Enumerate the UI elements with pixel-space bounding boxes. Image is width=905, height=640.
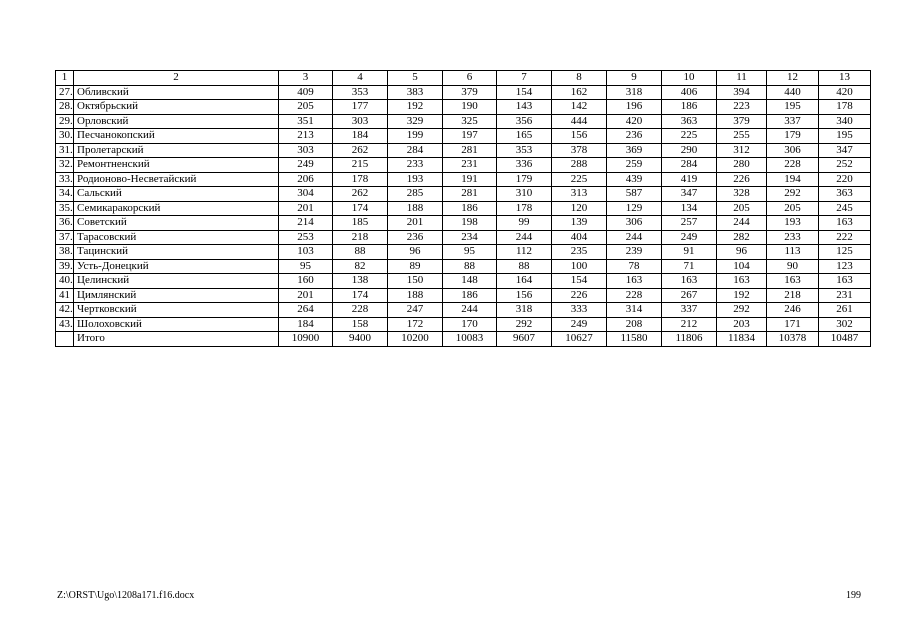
district-name-cell: Целинский	[74, 274, 279, 289]
value-cell: 3	[279, 71, 333, 86]
value-cell: 99	[497, 216, 552, 231]
value-cell: 199	[388, 129, 443, 144]
value-cell: 222	[819, 230, 871, 245]
row-number-cell: 1	[56, 71, 74, 86]
value-cell: 197	[443, 129, 497, 144]
value-cell: 165	[497, 129, 552, 144]
value-cell: 264	[279, 303, 333, 318]
value-cell: 88	[443, 259, 497, 274]
value-cell: 444	[552, 114, 607, 129]
value-cell: 262	[333, 187, 388, 202]
value-cell: 174	[333, 288, 388, 303]
value-cell: 148	[443, 274, 497, 289]
value-cell: 88	[333, 245, 388, 260]
value-cell: 235	[552, 245, 607, 260]
value-cell: 302	[819, 317, 871, 332]
value-cell: 193	[388, 172, 443, 187]
value-cell: 383	[388, 85, 443, 100]
value-cell: 95	[443, 245, 497, 260]
value-cell: 139	[552, 216, 607, 231]
value-cell: 225	[552, 172, 607, 187]
value-cell: 228	[333, 303, 388, 318]
table-row	[56, 158, 871, 173]
value-cell: 252	[819, 158, 871, 173]
value-cell: 303	[279, 143, 333, 158]
value-cell: 318	[607, 85, 662, 100]
table-row	[56, 85, 871, 100]
district-name-cell: Сальский	[74, 187, 279, 202]
value-cell: 171	[767, 317, 819, 332]
value-cell: 378	[552, 143, 607, 158]
value-cell: 120	[552, 201, 607, 216]
value-cell: 234	[443, 230, 497, 245]
value-cell: 188	[388, 201, 443, 216]
value-cell: 290	[662, 143, 717, 158]
value-cell: 340	[819, 114, 871, 129]
value-cell: 336	[497, 158, 552, 173]
value-cell: 11	[717, 71, 767, 86]
value-cell: 163	[607, 274, 662, 289]
value-cell: 190	[443, 100, 497, 115]
value-cell: 249	[552, 317, 607, 332]
row-number-cell: 31.	[56, 143, 74, 158]
value-cell: 9607	[497, 332, 552, 347]
value-cell: 312	[717, 143, 767, 158]
value-cell: 174	[333, 201, 388, 216]
value-cell: 163	[767, 274, 819, 289]
value-cell: 13	[819, 71, 871, 86]
data-table	[55, 70, 871, 347]
value-cell: 212	[662, 317, 717, 332]
district-name-cell: Октябрьский	[74, 100, 279, 115]
value-cell: 420	[819, 85, 871, 100]
value-cell: 353	[333, 85, 388, 100]
value-cell: 156	[552, 129, 607, 144]
value-cell: 313	[552, 187, 607, 202]
table-row	[56, 114, 871, 129]
value-cell: 143	[497, 100, 552, 115]
value-cell: 259	[607, 158, 662, 173]
total-row	[56, 332, 871, 347]
value-cell: 11834	[717, 332, 767, 347]
value-cell: 205	[279, 100, 333, 115]
row-number-cell: 41	[56, 288, 74, 303]
value-cell: 369	[607, 143, 662, 158]
value-cell: 255	[717, 129, 767, 144]
value-cell: 262	[333, 143, 388, 158]
row-number-cell: 40.	[56, 274, 74, 289]
value-cell: 186	[662, 100, 717, 115]
value-cell: 163	[662, 274, 717, 289]
district-name-cell: Ремонтненский	[74, 158, 279, 173]
value-cell: 337	[767, 114, 819, 129]
value-cell: 201	[279, 201, 333, 216]
value-cell: 280	[717, 158, 767, 173]
value-cell: 179	[767, 129, 819, 144]
value-cell: 203	[717, 317, 767, 332]
value-cell: 306	[767, 143, 819, 158]
value-cell: 96	[717, 245, 767, 260]
value-cell: 225	[662, 129, 717, 144]
value-cell: 303	[333, 114, 388, 129]
value-cell: 185	[333, 216, 388, 231]
table-row	[56, 216, 871, 231]
row-number-cell: 30.	[56, 129, 74, 144]
row-number-cell: 27.	[56, 85, 74, 100]
value-cell: 347	[819, 143, 871, 158]
value-cell: 292	[497, 317, 552, 332]
value-cell: 285	[388, 187, 443, 202]
value-cell: 587	[607, 187, 662, 202]
value-cell: 379	[717, 114, 767, 129]
value-cell: 184	[333, 129, 388, 144]
value-cell: 281	[443, 143, 497, 158]
value-cell: 201	[388, 216, 443, 231]
value-cell: 420	[607, 114, 662, 129]
value-cell: 205	[767, 201, 819, 216]
value-cell: 154	[497, 85, 552, 100]
value-cell: 179	[497, 172, 552, 187]
value-cell: 228	[607, 288, 662, 303]
value-cell: 82	[333, 259, 388, 274]
value-cell: 226	[552, 288, 607, 303]
value-cell: 257	[662, 216, 717, 231]
value-cell: 236	[388, 230, 443, 245]
row-number-cell: 37.	[56, 230, 74, 245]
value-cell: 178	[819, 100, 871, 115]
table-body	[56, 71, 871, 347]
table-row	[56, 259, 871, 274]
value-cell: 163	[717, 274, 767, 289]
table-row	[56, 245, 871, 260]
value-cell: 247	[388, 303, 443, 318]
value-cell: 333	[552, 303, 607, 318]
value-cell: 292	[717, 303, 767, 318]
value-cell: 215	[333, 158, 388, 173]
row-number-cell: 32.	[56, 158, 74, 173]
value-cell: 191	[443, 172, 497, 187]
value-cell: 363	[662, 114, 717, 129]
value-cell: 88	[497, 259, 552, 274]
value-cell: 154	[552, 274, 607, 289]
value-cell: 9400	[333, 332, 388, 347]
district-name-cell: Чертковский	[74, 303, 279, 318]
value-cell: 7	[497, 71, 552, 86]
value-cell: 158	[333, 317, 388, 332]
value-cell: 5	[388, 71, 443, 86]
value-cell: 192	[717, 288, 767, 303]
value-cell: 363	[819, 187, 871, 202]
value-cell: 156	[497, 288, 552, 303]
value-cell: 104	[717, 259, 767, 274]
value-cell: 195	[767, 100, 819, 115]
value-cell: 379	[443, 85, 497, 100]
table-row	[56, 143, 871, 158]
value-cell: 244	[607, 230, 662, 245]
footer-file-path: Z:\ORST\Ugo\1208a171.f16.docx	[57, 590, 195, 601]
value-cell: 129	[607, 201, 662, 216]
value-cell: 356	[497, 114, 552, 129]
value-cell: 96	[388, 245, 443, 260]
row-number-cell: 42.	[56, 303, 74, 318]
value-cell: 409	[279, 85, 333, 100]
value-cell: 71	[662, 259, 717, 274]
value-cell: 125	[819, 245, 871, 260]
value-cell: 214	[279, 216, 333, 231]
value-cell: 142	[552, 100, 607, 115]
value-cell: 206	[279, 172, 333, 187]
value-cell: 394	[717, 85, 767, 100]
value-cell: 134	[662, 201, 717, 216]
value-cell: 89	[388, 259, 443, 274]
value-cell: 337	[662, 303, 717, 318]
value-cell: 205	[717, 201, 767, 216]
value-cell: 11580	[607, 332, 662, 347]
value-cell: 100	[552, 259, 607, 274]
value-cell: 78	[607, 259, 662, 274]
value-cell: 164	[497, 274, 552, 289]
table-row	[56, 288, 871, 303]
value-cell: 6	[443, 71, 497, 86]
row-number-cell	[56, 332, 74, 347]
value-cell: 188	[388, 288, 443, 303]
value-cell: 193	[767, 216, 819, 231]
value-cell: 228	[767, 158, 819, 173]
value-cell: 184	[279, 317, 333, 332]
value-cell: 178	[333, 172, 388, 187]
value-cell: 231	[819, 288, 871, 303]
value-cell: 123	[819, 259, 871, 274]
header-row	[56, 71, 871, 86]
value-cell: 10900	[279, 332, 333, 347]
row-number-cell: 43.	[56, 317, 74, 332]
value-cell: 406	[662, 85, 717, 100]
district-name-cell: Тацинский	[74, 245, 279, 260]
value-cell: 10627	[552, 332, 607, 347]
district-name-cell: Семикаракорский	[74, 201, 279, 216]
value-cell: 292	[767, 187, 819, 202]
value-cell: 284	[388, 143, 443, 158]
value-cell: 170	[443, 317, 497, 332]
value-cell: 244	[497, 230, 552, 245]
value-cell: 306	[607, 216, 662, 231]
value-cell: 10378	[767, 332, 819, 347]
district-name-cell: Орловский	[74, 114, 279, 129]
value-cell: 95	[279, 259, 333, 274]
value-cell: 440	[767, 85, 819, 100]
table-row	[56, 317, 871, 332]
row-number-cell: 38.	[56, 245, 74, 260]
value-cell: 162	[552, 85, 607, 100]
table-row	[56, 303, 871, 318]
district-name-cell: Цимлянский	[74, 288, 279, 303]
value-cell: 201	[279, 288, 333, 303]
value-cell: 347	[662, 187, 717, 202]
value-cell: 186	[443, 201, 497, 216]
value-cell: 253	[279, 230, 333, 245]
value-cell: 91	[662, 245, 717, 260]
value-cell: 284	[662, 158, 717, 173]
value-cell: 9	[607, 71, 662, 86]
value-cell: 249	[662, 230, 717, 245]
value-cell: 172	[388, 317, 443, 332]
district-name-cell: Песчанокопский	[74, 129, 279, 144]
row-number-cell: 33.	[56, 172, 74, 187]
value-cell: 244	[443, 303, 497, 318]
value-cell: 245	[819, 201, 871, 216]
value-cell: 261	[819, 303, 871, 318]
value-cell: 10083	[443, 332, 497, 347]
value-cell: 236	[607, 129, 662, 144]
value-cell: 244	[717, 216, 767, 231]
value-cell: 4	[333, 71, 388, 86]
value-cell: 113	[767, 245, 819, 260]
value-cell: 196	[607, 100, 662, 115]
table-row	[56, 129, 871, 144]
value-cell: 213	[279, 129, 333, 144]
value-cell: 304	[279, 187, 333, 202]
value-cell: 163	[819, 274, 871, 289]
value-cell: 138	[333, 274, 388, 289]
table-row	[56, 230, 871, 245]
value-cell: 419	[662, 172, 717, 187]
value-cell: 223	[717, 100, 767, 115]
value-cell: 178	[497, 201, 552, 216]
value-cell: 226	[717, 172, 767, 187]
value-cell: 329	[388, 114, 443, 129]
table-row	[56, 274, 871, 289]
value-cell: 11806	[662, 332, 717, 347]
value-cell: 208	[607, 317, 662, 332]
district-name-cell: 2	[74, 71, 279, 86]
value-cell: 288	[552, 158, 607, 173]
value-cell: 218	[333, 230, 388, 245]
value-cell: 314	[607, 303, 662, 318]
table-row	[56, 172, 871, 187]
value-cell: 281	[443, 187, 497, 202]
value-cell: 439	[607, 172, 662, 187]
value-cell: 318	[497, 303, 552, 318]
value-cell: 186	[443, 288, 497, 303]
value-cell: 239	[607, 245, 662, 260]
value-cell: 325	[443, 114, 497, 129]
value-cell: 163	[819, 216, 871, 231]
district-name-cell: Родионово-Несветайский	[74, 172, 279, 187]
value-cell: 10487	[819, 332, 871, 347]
row-number-cell: 34.	[56, 187, 74, 202]
value-cell: 8	[552, 71, 607, 86]
value-cell: 12	[767, 71, 819, 86]
value-cell: 10200	[388, 332, 443, 347]
value-cell: 310	[497, 187, 552, 202]
district-name-cell: Пролетарский	[74, 143, 279, 158]
value-cell: 177	[333, 100, 388, 115]
value-cell: 353	[497, 143, 552, 158]
value-cell: 220	[819, 172, 871, 187]
value-cell: 233	[767, 230, 819, 245]
value-cell: 231	[443, 158, 497, 173]
row-number-cell: 29.	[56, 114, 74, 129]
district-name-cell: Шолоховский	[74, 317, 279, 332]
value-cell: 282	[717, 230, 767, 245]
value-cell: 233	[388, 158, 443, 173]
row-number-cell: 28.	[56, 100, 74, 115]
value-cell: 404	[552, 230, 607, 245]
district-name-cell: Итого	[74, 332, 279, 347]
value-cell: 160	[279, 274, 333, 289]
value-cell: 246	[767, 303, 819, 318]
value-cell: 328	[717, 187, 767, 202]
table-row	[56, 100, 871, 115]
value-cell: 90	[767, 259, 819, 274]
value-cell: 10	[662, 71, 717, 86]
value-cell: 198	[443, 216, 497, 231]
value-cell: 192	[388, 100, 443, 115]
row-number-cell: 36.	[56, 216, 74, 231]
row-number-cell: 35.	[56, 201, 74, 216]
value-cell: 195	[819, 129, 871, 144]
row-number-cell: 39.	[56, 259, 74, 274]
district-name-cell: Тарасовский	[74, 230, 279, 245]
district-name-cell: Советский	[74, 216, 279, 231]
footer-page-number: 199	[846, 590, 861, 601]
value-cell: 103	[279, 245, 333, 260]
value-cell: 249	[279, 158, 333, 173]
table-row	[56, 187, 871, 202]
value-cell: 194	[767, 172, 819, 187]
value-cell: 218	[767, 288, 819, 303]
district-name-cell: Обливский	[74, 85, 279, 100]
value-cell: 351	[279, 114, 333, 129]
value-cell: 267	[662, 288, 717, 303]
table-row	[56, 201, 871, 216]
district-name-cell: Усть-Донецкий	[74, 259, 279, 274]
value-cell: 112	[497, 245, 552, 260]
value-cell: 150	[388, 274, 443, 289]
